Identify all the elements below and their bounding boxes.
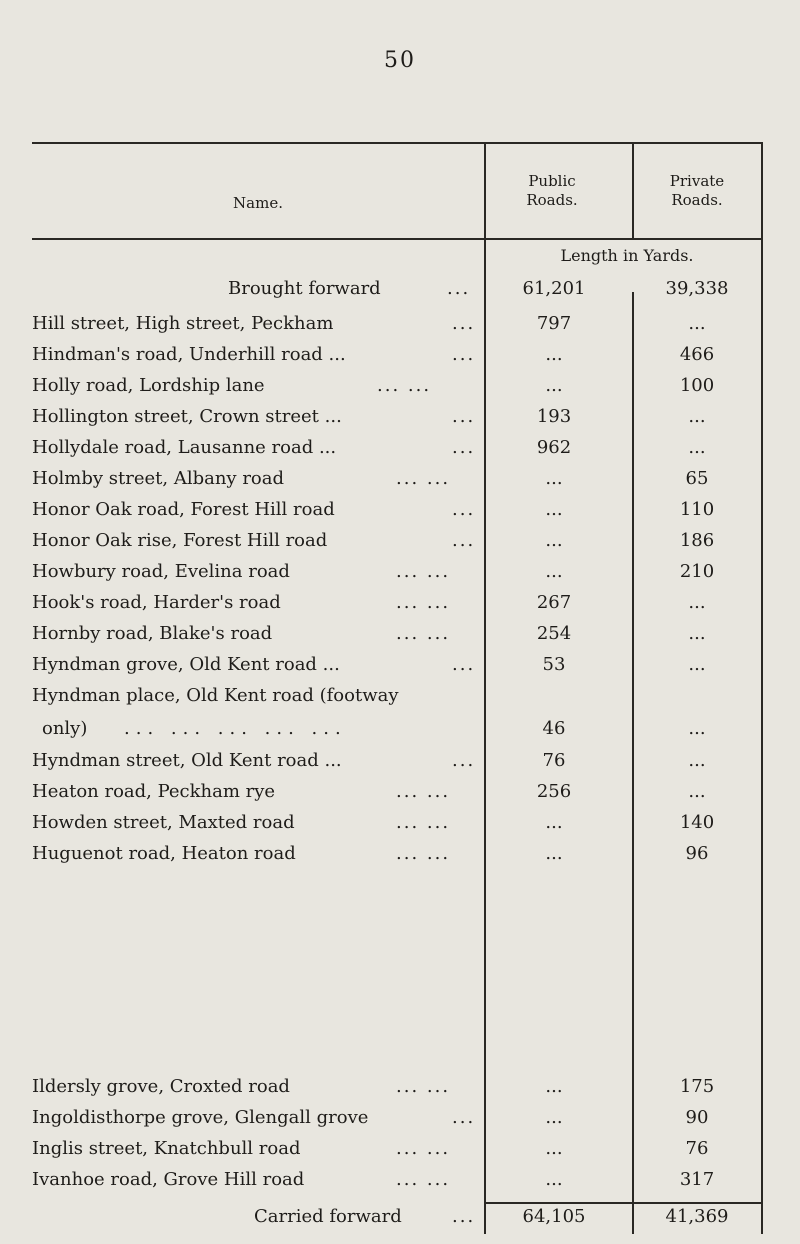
- row-dots: ... ...: [396, 561, 451, 582]
- table-row: [32, 530, 762, 562]
- row-name: Hook's road, Harder's road: [32, 592, 281, 613]
- table-row-hyndman-place: [32, 685, 762, 749]
- row-public: ...: [545, 812, 563, 833]
- row-dots: ... ...: [396, 623, 451, 644]
- row-private: 466: [679, 344, 715, 365]
- table-row: [32, 623, 762, 655]
- row-name: Ingoldisthorpe grove, Glengall grove: [32, 1107, 369, 1128]
- row-public: ...: [545, 499, 563, 520]
- row-name-line2: only): [42, 718, 88, 739]
- header-public-roads: Public Roads.: [526, 172, 578, 209]
- row-private: ...: [688, 623, 706, 644]
- row-name: Huguenot road, Heaton road: [32, 843, 296, 864]
- row-public: 962: [536, 437, 572, 458]
- row-public: ...: [545, 1107, 563, 1128]
- row-private: ...: [688, 406, 706, 427]
- row-private: 175: [679, 1076, 715, 1097]
- page-number: 50: [384, 48, 416, 73]
- carried-forward-row: [32, 1206, 762, 1238]
- table-row: [32, 375, 762, 407]
- table-row: [32, 313, 762, 345]
- row-name: Heaton road, Peckham rye: [32, 781, 276, 802]
- table-row: [32, 406, 762, 438]
- row-public: 53: [542, 654, 566, 675]
- row-name: Howden street, Maxted road: [32, 812, 295, 833]
- row-dots: ... ...: [396, 1169, 451, 1190]
- row-public: ...: [545, 1138, 563, 1159]
- row-name: Hill street, High street, Peckham: [32, 313, 334, 334]
- row-dots: ...: [452, 344, 476, 365]
- row-dots: ...: [452, 1107, 476, 1128]
- row-name: Honor Oak rise, Forest Hill road: [32, 530, 328, 551]
- header-name: Name.: [233, 194, 283, 212]
- row-name: Inglis street, Knatchbull road: [32, 1138, 301, 1159]
- row-public: ...: [545, 375, 563, 396]
- row-name: Brought forward: [228, 278, 381, 299]
- row-public: 61,201: [522, 278, 586, 299]
- row-public: 256: [536, 781, 572, 802]
- table-row: [32, 812, 762, 844]
- table-row: [32, 468, 762, 500]
- row-dots: ... ...: [396, 1138, 451, 1159]
- row-private: ...: [688, 718, 706, 739]
- row-private: 110: [679, 499, 715, 520]
- roads-table: [32, 142, 762, 1234]
- row-name: Ivanhoe road, Grove Hill road: [32, 1169, 305, 1190]
- table-row: [32, 1138, 762, 1170]
- table-row: [32, 1107, 762, 1139]
- row-private: ...: [688, 313, 706, 334]
- table-row: [32, 437, 762, 469]
- row-private: ...: [688, 654, 706, 675]
- row-dots: ... ... ... ... ...: [124, 718, 347, 739]
- table-row: [32, 1169, 762, 1201]
- row-name: Hollington street, Crown street ...: [32, 406, 342, 427]
- row-name: Holly road, Lordship lane: [32, 375, 265, 396]
- row-public: ...: [545, 561, 563, 582]
- row-dots: ... ...: [396, 592, 451, 613]
- brought-forward-row: [32, 278, 762, 310]
- row-name: Carried forward: [254, 1206, 402, 1227]
- row-dots: ...: [452, 499, 476, 520]
- row-name-line1: Hyndman place, Old Kent road (footway: [32, 685, 399, 706]
- row-name: Hornby road, Blake's road: [32, 623, 273, 644]
- row-private: ...: [688, 592, 706, 613]
- table-top-rule: [32, 142, 762, 144]
- row-dots: ...: [452, 437, 476, 458]
- row-name: Hollydale road, Lausanne road ...: [32, 437, 337, 458]
- row-name: Howbury road, Evelina road: [32, 561, 290, 582]
- table-row: [32, 561, 762, 593]
- table-row: [32, 499, 762, 531]
- row-public: 797: [536, 313, 572, 334]
- row-public: 254: [536, 623, 572, 644]
- row-public: ...: [545, 344, 563, 365]
- row-public: 76: [542, 750, 566, 771]
- row-private: 90: [685, 1107, 709, 1128]
- row-private: 210: [679, 561, 715, 582]
- row-public: ...: [545, 1076, 563, 1097]
- row-private: 186: [679, 530, 715, 551]
- header-rule: [32, 238, 762, 240]
- row-name: Hindman's road, Underhill road ...: [32, 344, 346, 365]
- header-private-roads: Private Roads.: [669, 172, 725, 209]
- table-row: [32, 592, 762, 624]
- row-public: ...: [545, 468, 563, 489]
- row-private: ...: [688, 750, 706, 771]
- row-dots: ... ...: [396, 1076, 451, 1097]
- row-dots: ... ...: [396, 812, 451, 833]
- row-private: 100: [679, 375, 715, 396]
- row-private: ...: [688, 437, 706, 458]
- table-row: [32, 843, 762, 875]
- table-row: [32, 344, 762, 376]
- row-dots: ...: [452, 313, 476, 334]
- table-row: [32, 654, 762, 686]
- row-dots: ... ...: [396, 468, 451, 489]
- row-private: ...: [688, 781, 706, 802]
- row-public: 267: [536, 592, 572, 613]
- row-private: 140: [679, 812, 715, 833]
- row-name: Hyndman street, Old Kent road ...: [32, 750, 342, 771]
- row-dots: ...: [452, 530, 476, 551]
- table-row: [32, 1076, 762, 1108]
- row-private: 317: [679, 1169, 715, 1190]
- row-dots: ...: [452, 406, 476, 427]
- row-public: 46: [542, 718, 566, 739]
- row-dots: ...: [447, 278, 471, 299]
- row-private: 96: [685, 843, 709, 864]
- row-dots: ...: [452, 750, 476, 771]
- private-column-divider: [632, 142, 634, 238]
- row-public: 64,105: [522, 1206, 586, 1227]
- row-dots: ...: [452, 1206, 476, 1227]
- row-private: 76: [685, 1138, 709, 1159]
- table-row: [32, 750, 762, 782]
- row-dots: ... ...: [396, 781, 451, 802]
- row-public: ...: [545, 1169, 563, 1190]
- row-name: Honor Oak road, Forest Hill road: [32, 499, 335, 520]
- row-public: 193: [536, 406, 572, 427]
- row-private: 41,369: [665, 1206, 729, 1227]
- row-name: Holmby street, Albany road: [32, 468, 285, 489]
- units-label: Length in Yards.: [560, 246, 694, 265]
- row-private: 65: [685, 468, 709, 489]
- row-dots: ... ...: [396, 843, 451, 864]
- bottom-rule: [484, 1202, 762, 1204]
- row-public: ...: [545, 530, 563, 551]
- table-row: [32, 781, 762, 813]
- row-name: Ildersly grove, Croxted road: [32, 1076, 290, 1097]
- row-private: 39,338: [665, 278, 729, 299]
- row-name: Hyndman grove, Old Kent road ...: [32, 654, 340, 675]
- row-public: ...: [545, 843, 563, 864]
- row-dots: ...: [452, 654, 476, 675]
- row-dots: ... ...: [377, 375, 432, 396]
